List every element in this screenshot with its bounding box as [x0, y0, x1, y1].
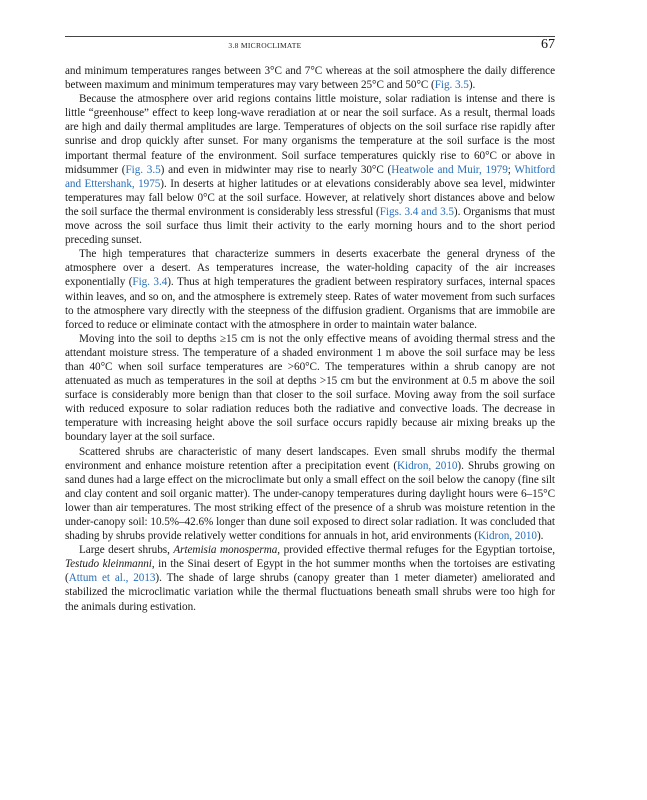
text-run: ). The shade of large shrubs (canopy greater than 1 meter diameter) ameliorated and stabilized the microclimatic variation while the thermal fluctuations beneath small shrubs were too high for the animals during estivation. [65, 572, 555, 613]
page-number: 67 [541, 37, 555, 52]
citation-link[interactable]: Whitford and Ettershank, 1975 [65, 163, 556, 190]
text-run: ). Shrubs growing on sand dunes had a large effect on the microclimate but only a small effect on the soil below the canopy (fine silt and clay content and soil organic matter). The under-canopy temperatures during daylight hours were 6–15°C lower than air temperatures. The most striking effect of the presence of a shrub was moisture retention in the under-canopy soil: 10.5%–42.6% longer than dune soil exposed to direct solar radiation. It was concluded that shading by shrubs provide relatively wetter conditions for annuals in hot, arid environments ( [65, 459, 555, 543]
citation-link[interactable]: Attum et al., 2013 [68, 572, 156, 585]
citation-link[interactable]: Kidron, 2010 [397, 459, 458, 472]
text-run: ). [468, 79, 476, 92]
text-run: ). Organisms that must move across the soil surface thus limit their activity to the early morning hours and to the short period preceding sunset. [65, 205, 555, 247]
text-run: ). [536, 530, 544, 543]
text-run: , provided effective thermal refuges for the Egyptian tortoise, [277, 544, 556, 557]
text-run: Because the atmosphere over arid regions contains little moisture, solar radiation is intense and there is little “greenhouse” effect to keep long-wave reradiation at or near the soil surface. As a result, thermal loads are high and daily thermal amplitudes are large. Temperatures of objects on the soil surface rise rapidly after sunrise and drop quickly after sunset. For many organisms the temperature at the soil surface is the most important thermal feature of the environment. Soil surface temperatures quickly rise to 60°C or above in midsummer ( [65, 93, 555, 176]
citation-link[interactable]: Figs. 3.4 and 3.5 [379, 205, 454, 218]
text-run: ; [507, 163, 515, 176]
header-rule [65, 36, 555, 37]
book-page [65, 0, 555, 800]
text-run: The high temperatures that characterize summers in deserts exacerbate the general dryness of the atmosphere over a desert. As temperatures increase, the water-holding capacity of the air increases exponentially ( [65, 248, 555, 289]
citation-link[interactable]: Fig. 3.5 [434, 79, 469, 92]
paragraph [65, 332, 555, 445]
paragraph [65, 247, 555, 332]
body-text [65, 64, 555, 614]
species-name: Testudo kleinmanni [65, 558, 152, 571]
citation-link[interactable]: Fig. 3.5 [125, 163, 161, 176]
text-run: Large desert shrubs, [79, 544, 174, 557]
text-run: Moving into the soil to depths ≥15 cm is not the only effective means of avoiding thermal stress and the attendant moisture stress. The temperature of a shaded environment 1 m above the soil surface may be less than 40°C when soil surface temperatures are >60°C. The temperatures within a shrub canopy are not attenuated as much as temperatures in the soil at depths >15 cm but the environment at 0.5 m above the soil surface is considerably more benign than that closer to the soil surface. Moving away from the soil surface with reduced exposure to solar radiation reduces both the radiative and convective loads. The decrease in temperature with increasing height above the soil surface occurs rapidly because air mixing breaks up the boundary layer at the soil surface. [65, 332, 555, 444]
species-name: Artemisia monosperma [173, 544, 278, 557]
paragraph [65, 64, 555, 92]
text-run: ). In deserts at higher latitudes or at elevations considerably above sea level, midwinter temperatures may fall below 0°C at the soil surface. However, at relatively short distances above and below the soil surface the thermal environment is considerably less stressful ( [65, 177, 555, 218]
citation-link[interactable]: Kidron, 2010 [477, 530, 537, 543]
citation-link[interactable]: Heatwole and Muir, 1979 [391, 163, 508, 176]
paragraph [65, 445, 555, 544]
paragraph [65, 543, 555, 613]
text-run: and minimum temperatures ranges between 3°C and 7°C whereas at the soil atmosphere the daily difference between maximum and minimum temperatures may vary between 25°C and 50°C ( [65, 65, 555, 92]
text-run: ). Thus at high temperatures the gradient between respiratory surfaces, internal spaces within leaves, and so on, and the atmosphere is extremely steep. Rates of water movement from such surfaces to the atmosphere vary directly with the steepness of the diffusion gradient. Organisms that are immobile are forced to reduce or eliminate contact with the atmosphere in order to maintain water balance. [65, 276, 556, 331]
paragraph [65, 92, 555, 247]
text-run: ) and even in midwinter may rise to nearly 30°C ( [160, 163, 392, 176]
running-head: 3.8 MICROCLIMATE [228, 41, 302, 50]
text-run: Scattered shrubs are characteristic of many desert landscapes. Even small shrubs modify the thermal environment and enhance moisture retention after a precipitation event ( [65, 445, 555, 472]
text-run: , in the Sinai desert of Egypt in the hot summer months when the tortoises are estivating ( [65, 558, 555, 585]
citation-link[interactable]: Fig. 3.4 [132, 276, 168, 289]
